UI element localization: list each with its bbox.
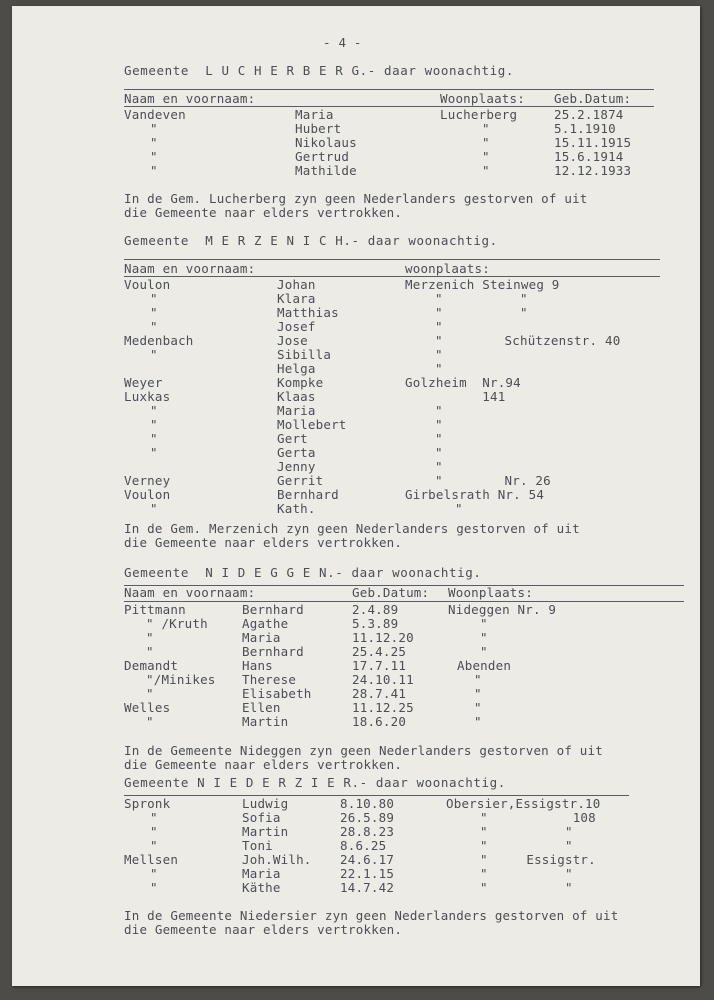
table-cell: Hans (242, 658, 273, 673)
page-number: - 4 - (323, 35, 362, 50)
table-cell: " (150, 135, 158, 150)
header-underline (124, 601, 684, 602)
table-cell: 25.4.25 (352, 644, 407, 659)
table-cell: 11.12.20 (352, 630, 414, 645)
table-cell: Merzenich Steinweg 9 (405, 277, 560, 292)
table-cell: 8.10.80 (340, 796, 395, 811)
table-cell: " (150, 291, 158, 306)
table-cell: 11.12.25 (352, 700, 414, 715)
table-cell: 24.6.17 (340, 852, 395, 867)
table-cell: 24.10.11 (352, 672, 414, 687)
table-cell: Bernhard (242, 602, 304, 617)
table-cell: Mathilde (295, 163, 357, 178)
table-cell: Mollebert (277, 417, 347, 432)
table-cell: " (435, 403, 443, 418)
table-cell: " (150, 880, 158, 895)
table-cell: Weyer (124, 375, 163, 390)
table-cell: " (150, 810, 158, 825)
table-cell: " " (480, 866, 573, 881)
table-cell: " (435, 361, 443, 376)
table-cell: Helga (277, 361, 316, 376)
table-cell: " (150, 403, 158, 418)
note-line: die Gemeente naar elders vertrokken. (124, 535, 403, 550)
table-cell: 15.11.1915 (554, 135, 632, 150)
table-cell: " (435, 431, 443, 446)
column-header-birthdate: Geb.Datum: (554, 91, 632, 106)
table-cell: Maria (242, 630, 281, 645)
column-header-name: Naam en voornaam: (124, 261, 256, 276)
table-cell: 15.6.1914 (554, 149, 624, 164)
table-cell: " Essigstr. (480, 852, 596, 867)
table-cell: Klaas (277, 389, 316, 404)
note-line: die Gemeente naar elders vertrokken. (124, 757, 403, 772)
table-cell: 12.12.1933 (554, 163, 632, 178)
column-header-residence: woonplaats: (405, 261, 490, 276)
table-cell: " (150, 824, 158, 839)
table-cell: Jose (277, 333, 308, 348)
table-cell: "/Minikes (146, 672, 216, 687)
table-cell: " (146, 714, 154, 729)
table-cell: " (480, 644, 488, 659)
table-cell: " (482, 135, 490, 150)
table-cell: " (474, 700, 482, 715)
table-cell: " (150, 866, 158, 881)
table-cell: Lucherberg (440, 107, 518, 122)
table-cell: 28.8.23 (340, 824, 395, 839)
table-cell: Josef (277, 319, 316, 334)
table-cell: " (150, 431, 158, 446)
table-cell: Bernhard (277, 487, 339, 502)
table-cell: " " (435, 305, 528, 320)
table-cell: Maria (242, 866, 281, 881)
table-cell: " (435, 319, 443, 334)
table-cell: " (150, 501, 158, 516)
table-cell: " (435, 347, 443, 362)
table-cell: Sibilla (277, 347, 332, 362)
table-cell: Luxkas (124, 389, 171, 404)
section-title-merzenich: Gemeente M E R Z E N I C H.- daar woonachtig. (124, 233, 498, 248)
table-cell: " (146, 644, 154, 659)
table-cell: Bernhard (242, 644, 304, 659)
table-cell: 25.2.1874 (554, 107, 624, 122)
column-header-birthdate: Geb.Datum: (352, 585, 430, 600)
section-title-nideggen: Gemeente N I D E G G E N.- daar woonachtig. (124, 565, 482, 580)
section-title-niederzier: Gemeente N I E D E R Z I E R.- daar woonachtig. (124, 775, 506, 790)
table-cell: 141 (405, 389, 506, 404)
column-header-name: Naam en voornaam: (124, 91, 256, 106)
table-cell: Pittmann (124, 602, 186, 617)
column-header-residence: Woonplaats: (440, 91, 525, 106)
table-cell: " " (480, 838, 573, 853)
table-cell: Kath. (277, 501, 316, 516)
table-cell: Agathe (242, 616, 289, 631)
table-cell: Medenbach (124, 333, 194, 348)
document-page (12, 6, 700, 986)
table-cell: Voulon (124, 277, 171, 292)
table-cell: " (150, 121, 158, 136)
table-cell: " (474, 714, 482, 729)
table-cell: Gert (277, 431, 308, 446)
table-cell: 8.6.25 (340, 838, 387, 853)
table-cell: " (146, 630, 154, 645)
table-cell: Welles (124, 700, 171, 715)
table-cell: Kompke (277, 375, 324, 390)
header-rule (124, 89, 654, 90)
table-cell: Girbelsrath Nr. 54 (405, 487, 545, 502)
table-cell: 14.7.42 (340, 880, 395, 895)
table-cell: Sofia (242, 810, 281, 825)
table-cell: " (150, 163, 158, 178)
table-cell: 28.7.41 (352, 686, 407, 701)
table-cell: Gertrud (295, 149, 350, 164)
table-cell: Johan (277, 277, 316, 292)
header-rule (124, 259, 660, 260)
table-cell: Klara (277, 291, 316, 306)
note-line: In de Gemeente Nideggen zyn geen Nederlanders gestorven of uit (124, 743, 603, 758)
table-cell: " (474, 672, 482, 687)
section-title-lucherberg: Gemeente L U C H E R B E R G.- daar woonachtig. (124, 63, 515, 78)
table-cell: " (435, 459, 443, 474)
table-cell: Maria (277, 403, 316, 418)
table-cell: Ludwig (242, 796, 289, 811)
table-cell: Toni (242, 838, 273, 853)
table-cell: Matthias (277, 305, 339, 320)
table-cell: Hubert (295, 121, 342, 136)
note-line: In de Gemeente Niedersier zyn geen Nederlanders gestorven of uit (124, 908, 619, 923)
table-cell: " (150, 347, 158, 362)
table-cell: " (150, 417, 158, 432)
column-header-residence: Woonplaats: (448, 585, 533, 600)
table-cell: Voulon (124, 487, 171, 502)
table-cell: " " (480, 880, 573, 895)
table-cell: Ellen (242, 700, 281, 715)
table-cell: " (150, 319, 158, 334)
table-cell: Gerrit (277, 473, 324, 488)
table-cell: Gerta (277, 445, 316, 460)
table-cell: " (435, 417, 443, 432)
table-cell: 26.5.89 (340, 810, 395, 825)
table-cell: " (435, 445, 443, 460)
table-cell: " (482, 163, 490, 178)
note-line: In de Gem. Lucherberg zyn geen Nederlanders gestorven of uit (124, 191, 588, 206)
table-cell: " Nr. 26 (435, 473, 551, 488)
table-cell: Maria (295, 107, 334, 122)
table-cell: " (150, 445, 158, 460)
table-cell: Obersier,Essigstr.10 (446, 796, 601, 811)
table-cell: 2.4.89 (352, 602, 399, 617)
note-line: die Gemeente naar elders vertrokken. (124, 205, 403, 220)
note-line: In de Gem. Merzenich zyn geen Nederlanders gestorven of uit (124, 521, 580, 536)
table-cell: Martin (242, 824, 289, 839)
table-cell: 18.6.20 (352, 714, 407, 729)
table-cell: Nikolaus (295, 135, 357, 150)
table-cell: Spronk (124, 796, 171, 811)
table-cell: 5.1.1910 (554, 121, 616, 136)
table-cell: Jenny (277, 459, 316, 474)
note-line: die Gemeente naar elders vertrokken. (124, 922, 403, 937)
table-cell: " (474, 686, 482, 701)
table-cell: 17.7.11 (352, 658, 407, 673)
table-cell: " 108 (480, 810, 596, 825)
table-cell: Martin (242, 714, 289, 729)
table-cell: " Schützenstr. 40 (435, 333, 621, 348)
table-cell: Mellsen (124, 852, 179, 867)
table-cell: Käthe (242, 880, 281, 895)
table-cell: " (150, 838, 158, 853)
table-cell: " (455, 501, 463, 516)
table-cell: 5.3.89 (352, 616, 399, 631)
table-cell: Elisabeth (242, 686, 312, 701)
table-cell: " (150, 149, 158, 164)
table-cell: " " (435, 291, 528, 306)
table-cell: Verney (124, 473, 171, 488)
table-cell: " (146, 686, 154, 701)
table-cell: Nideggen Nr. 9 (448, 602, 557, 617)
table-cell: Joh.Wilh. (242, 852, 312, 867)
table-cell: " (480, 616, 488, 631)
table-cell: Vandeven (124, 107, 186, 122)
table-cell: " (482, 121, 490, 136)
table-cell: Abenden (457, 658, 512, 673)
table-cell: " (482, 149, 490, 164)
table-cell: Demandt (124, 658, 179, 673)
column-header-name: Naam en voornaam: (124, 585, 256, 600)
table-cell: 22.1.15 (340, 866, 395, 881)
table-cell: " /Kruth (146, 616, 208, 631)
table-cell: " " (480, 824, 573, 839)
header-underline (124, 276, 660, 277)
table-cell: " (150, 305, 158, 320)
table-cell: " (480, 630, 488, 645)
table-cell: Golzheim Nr.94 (405, 375, 521, 390)
table-cell: Therese (242, 672, 297, 687)
